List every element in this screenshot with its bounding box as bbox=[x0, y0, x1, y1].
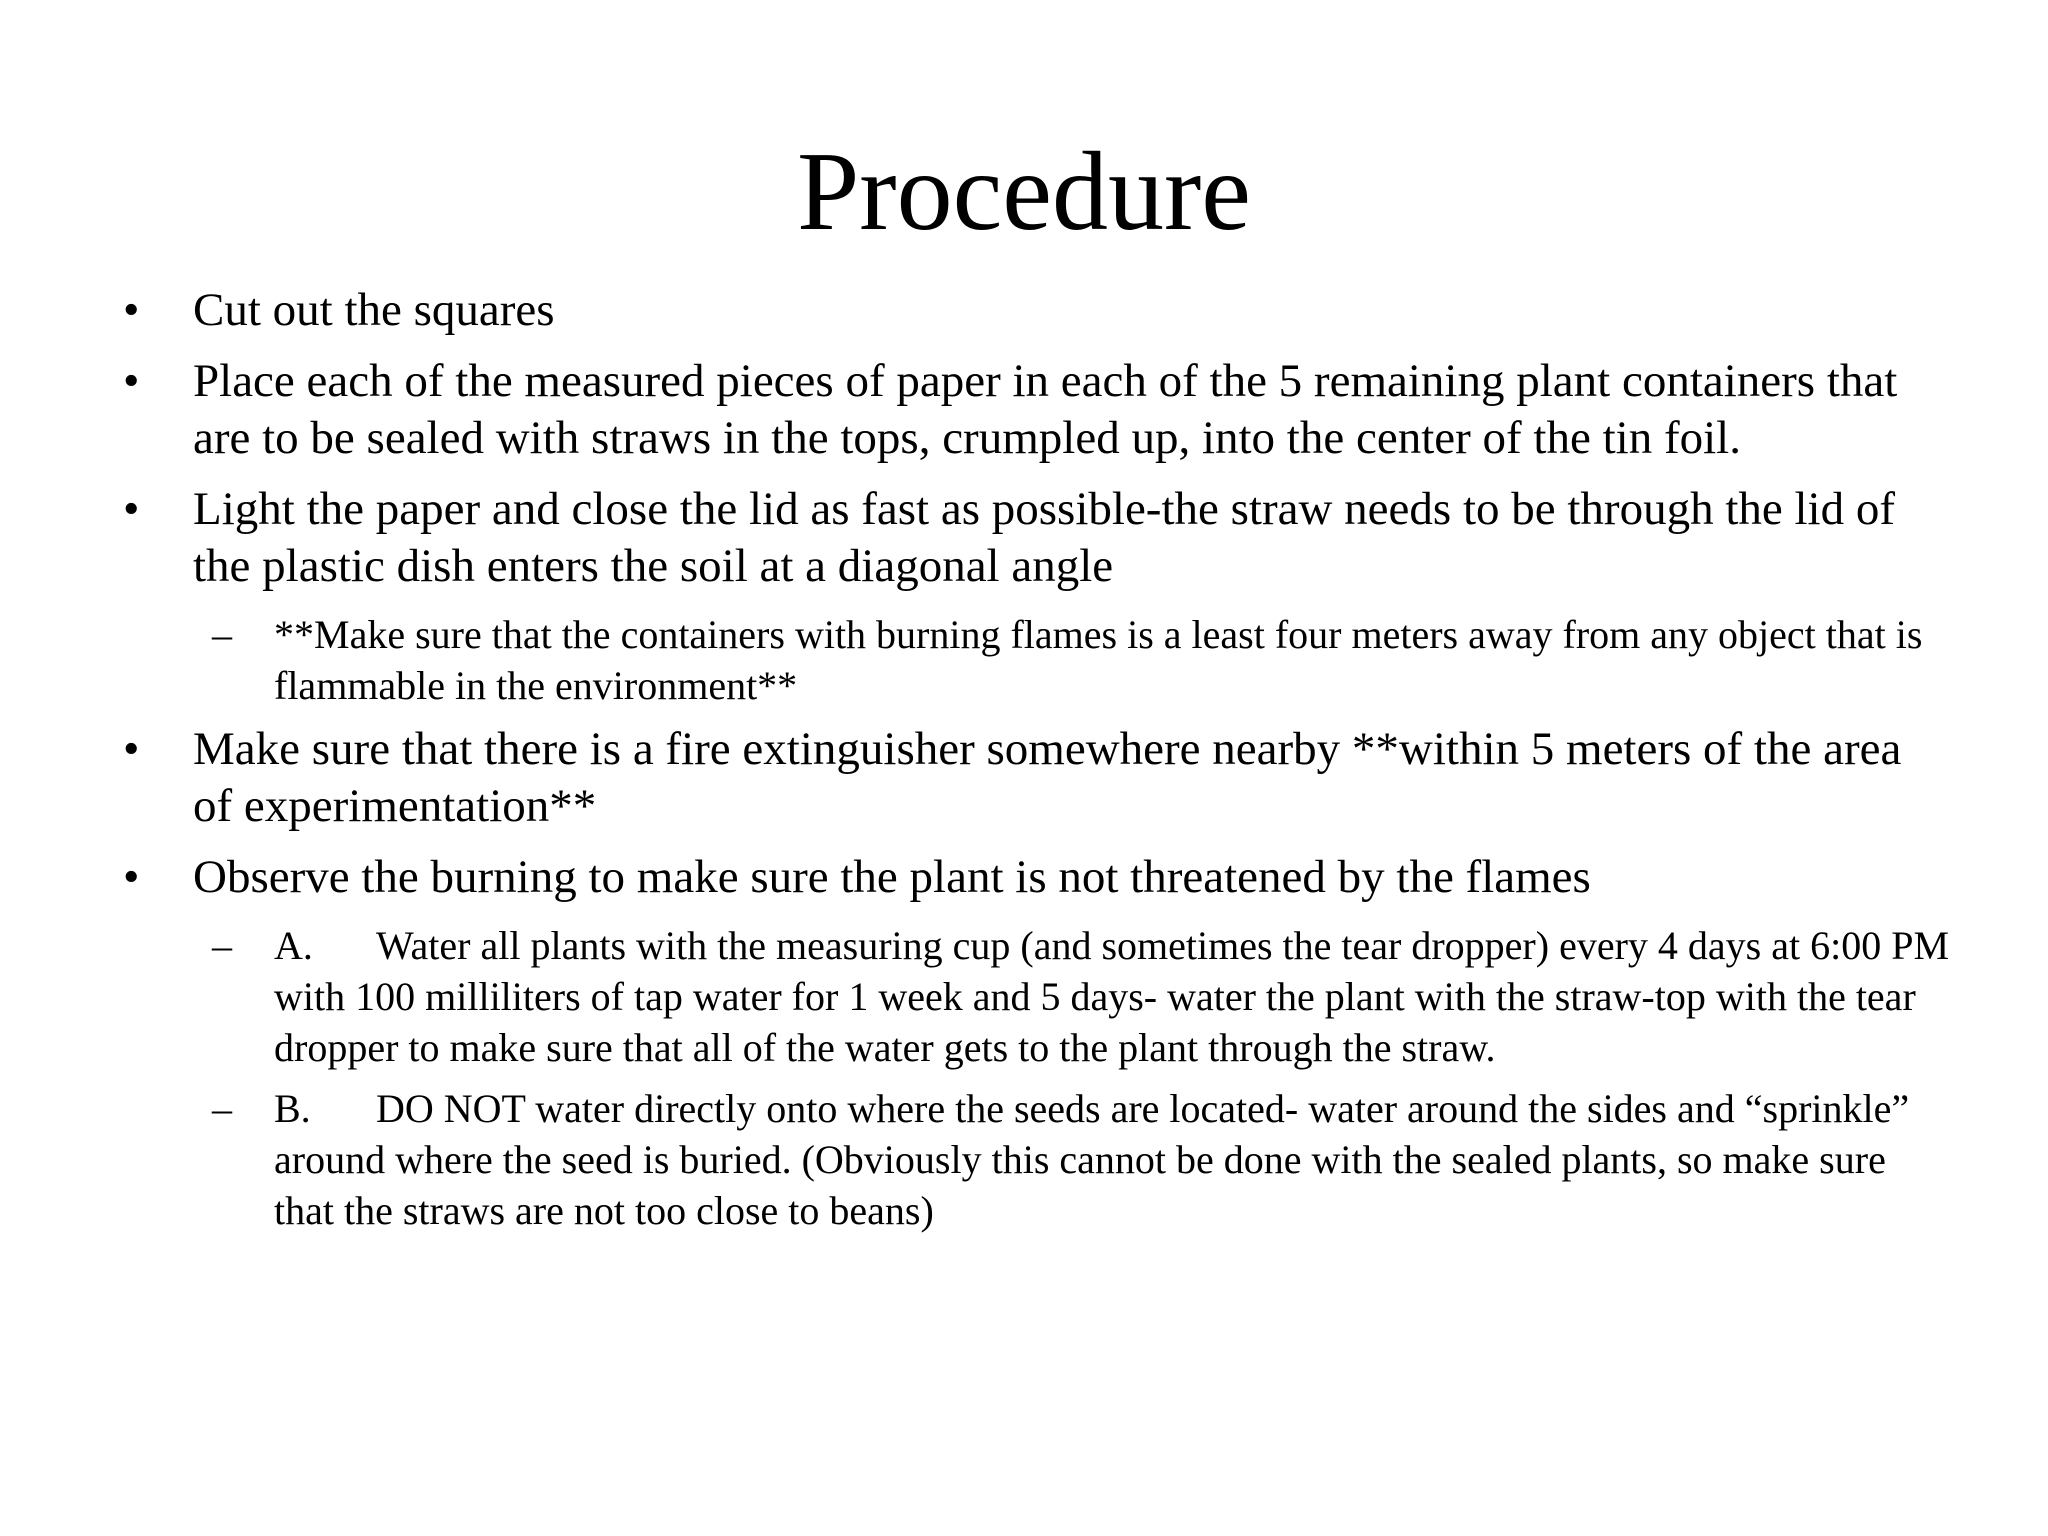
sub-item-do-not-water bbox=[120, 1083, 1950, 1236]
bullet-icon: • bbox=[123, 483, 140, 535]
sub-text: Water all plants with the measuring cup (and sometimes the tear dropper) every 4 days at 6:00 PM with 100 milliliters of tap water for 1 week and 5 days- water the plant with the straw-top with the tear dropper to make sure that all of the water gets to the plant through the straw. bbox=[274, 923, 1950, 1070]
bullet-icon: • bbox=[123, 355, 140, 407]
bullet-text: Observe the burning to make sure the plant is not threatened by the flames bbox=[193, 851, 1591, 903]
dash-icon: – bbox=[212, 1086, 232, 1131]
dash-icon: – bbox=[212, 612, 232, 657]
bullet-text: Place each of the measured pieces of paper in each of the 5 remaining plant containers that are to be sealed with straws in the tops, crumpled up, into the center of the tin foil. bbox=[193, 355, 1898, 464]
sub-text: **Make sure that the containers with burning flames is a least four meters away from any object that is flammable in the environment** bbox=[274, 612, 1923, 708]
sub-text: DO NOT water directly onto where the seeds are located- water around the sides and “sprinkle” around where the seed is buried. (Obviously this cannot be done with the sealed plants, so make sure that the straws are not too close to beans) bbox=[274, 1086, 1910, 1233]
bullet-text: Make sure that there is a fire extinguisher somewhere nearby **within 5 meters of the area of experimentation** bbox=[193, 723, 1902, 832]
bullet-item-place-paper bbox=[120, 353, 1950, 467]
bullet-text: Light the paper and close the lid as fast as possible-the straw needs to be through the lid of the plastic dish enters the soil at a diagonal angle bbox=[193, 483, 1896, 592]
sub-prefix: A. bbox=[274, 923, 313, 968]
bullet-text: Cut out the squares bbox=[193, 284, 555, 336]
bullet-icon: • bbox=[123, 723, 140, 775]
bullet-icon: • bbox=[123, 851, 140, 903]
bullet-list bbox=[120, 282, 1950, 1246]
bullet-item-observe-burning bbox=[120, 849, 1950, 906]
bullet-item-fire-extinguisher bbox=[120, 721, 1950, 835]
bullet-icon: • bbox=[123, 284, 140, 336]
sub-item-safety-distance bbox=[120, 609, 1950, 711]
sub-item-water-plants bbox=[120, 920, 1950, 1073]
slide-title: Procedure bbox=[796, 130, 1251, 254]
bullet-item-cut-squares bbox=[120, 282, 1950, 339]
sub-prefix: B. bbox=[274, 1086, 311, 1131]
bullet-item-light-paper bbox=[120, 481, 1950, 595]
dash-icon: – bbox=[212, 923, 232, 968]
